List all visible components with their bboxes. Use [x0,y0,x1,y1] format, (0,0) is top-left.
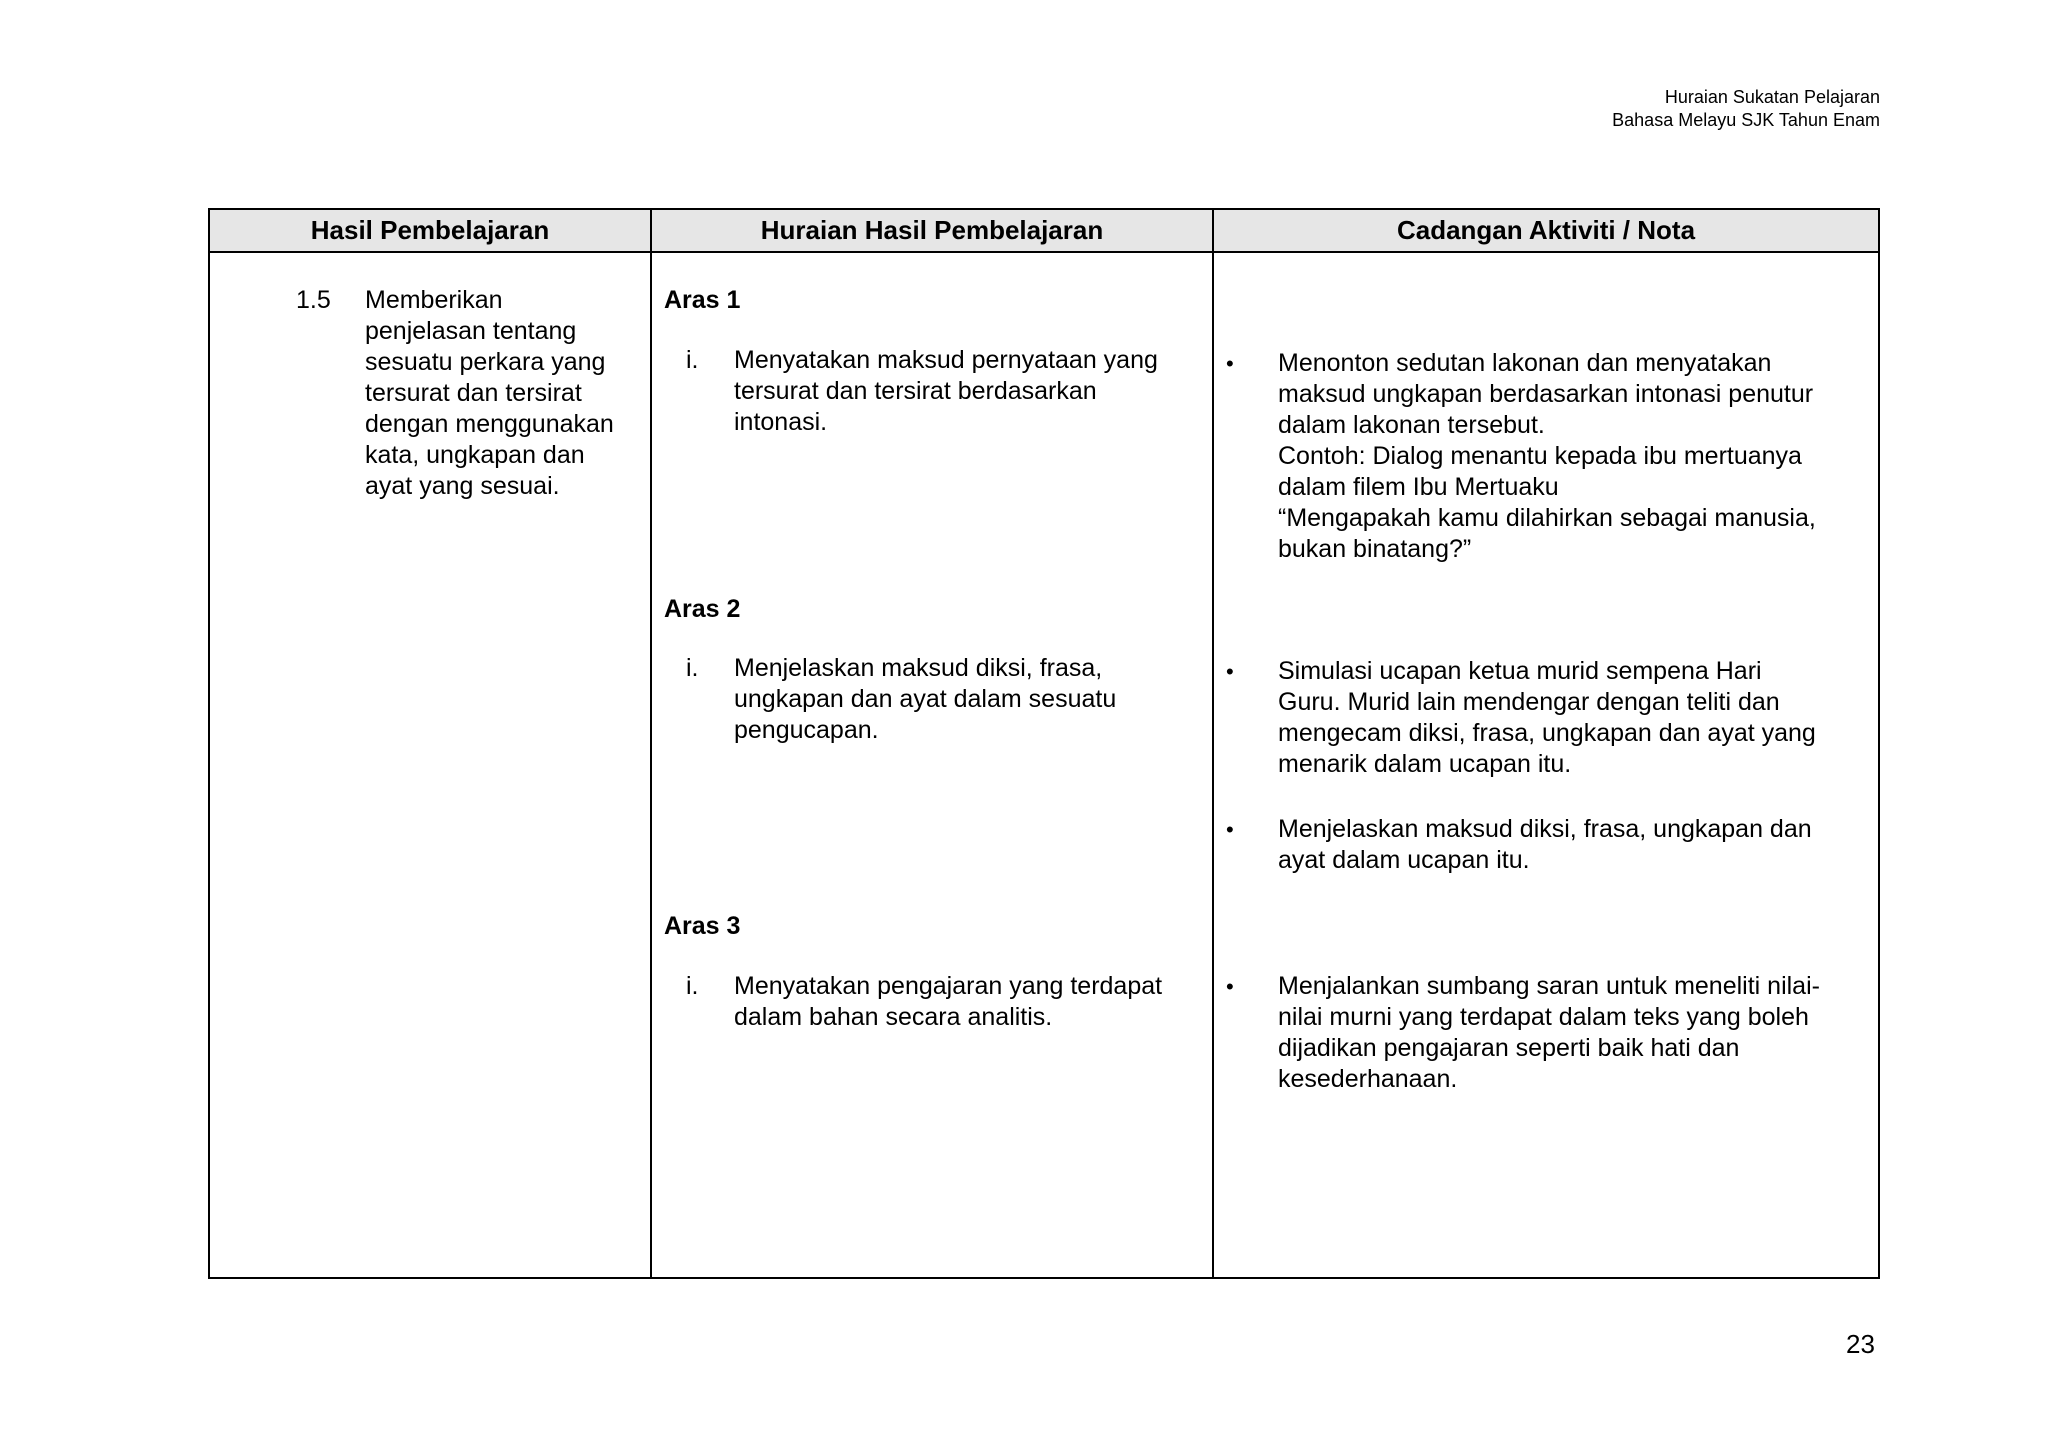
level-3-text-line: dalam bahan secara analitis. [734,1003,1053,1031]
level-3-title: Aras 3 [664,912,741,940]
activity-1-line: “Mengapakah kamu dilahirkan sebagai manusia, [1278,504,1816,532]
activity-2-line: Simulasi ucapan ketua murid sempena Hari [1278,657,1762,685]
activity-1-line: maksud ungkapan berdasarkan intonasi penutur [1278,380,1814,408]
level-2-text-line: ungkapan dan ayat dalam sesuatu [734,685,1117,713]
column-header-hasil: Hasil Pembelajaran [310,215,550,245]
activity-4-line: Menjalankan sumbang saran untuk meneliti nilai- [1278,972,1820,1000]
activity-2-line: menarik dalam ucapan itu. [1278,750,1572,778]
activity-1-line: Menonton sedutan lakonan dan menyatakan [1278,349,1772,377]
header-line-1: Huraian Sukatan Pelajaran [1664,87,1880,107]
outcome-text-line: penjelasan tentang [365,317,577,345]
syllabus-table [208,208,1880,1279]
activity-4-line: kesederhanaan. [1278,1065,1458,1093]
outcome-number: 1.5 [296,286,331,314]
bullet-point: • [1226,817,1234,842]
activity-1-line: dalam filem Ibu Mertuaku [1278,473,1559,501]
bullet-point: • [1226,659,1234,684]
outcome-text-line: kata, ungkapan dan [365,441,585,469]
activity-4-line: dijadikan pengajaran seperti baik hati dan [1278,1034,1740,1062]
activity-2-line: mengecam diksi, frasa, ungkapan dan ayat yang [1278,719,1816,747]
page-number: 23 [1846,1329,1875,1359]
outcome-text-line: ayat yang sesuai. [365,472,560,500]
activity-1-line: bukan binatang?” [1278,535,1472,563]
bullet-point: • [1226,974,1234,999]
level-1-text-line: Menyatakan maksud pernyataan yang [734,346,1158,374]
column-divider-2 [1212,210,1214,1277]
activity-2-line: Guru. Murid lain mendengar dengan teliti dan [1278,688,1780,716]
level-1-text-line: intonasi. [734,408,828,436]
level-3-marker: i. [686,972,699,1000]
header-line-2: Bahasa Melayu SJK Tahun Enam [1612,110,1880,130]
running-header [1612,86,1880,132]
outcome-text-line: Memberikan [365,286,503,314]
level-2-text-line: pengucapan. [734,716,879,744]
column-header-huraian: Huraian Hasil Pembelajaran [760,215,1104,245]
level-1-title: Aras 1 [664,286,741,314]
column-divider-1 [650,210,652,1277]
activity-1-line: Contoh: Dialog menantu kepada ibu mertuanya [1278,442,1802,470]
outcome-text-line: sesuatu perkara yang [365,348,606,376]
level-1-text-line: tersurat dan tersirat berdasarkan [734,377,1097,405]
level-2-title: Aras 2 [664,595,741,623]
outcome-text-line: tersurat dan tersirat [365,379,582,407]
level-1-marker: i. [686,346,699,374]
column-header-cadangan: Cadangan Aktiviti / Nota [1396,215,1696,245]
activity-3-line: Menjelaskan maksud diksi, frasa, ungkapan dan [1278,815,1812,843]
activity-1-line: dalam lakonan tersebut. [1278,411,1545,439]
level-2-marker: i. [686,654,699,682]
level-3-text-line: Menyatakan pengajaran yang terdapat [734,972,1163,1000]
activity-4-line: nilai murni yang terdapat dalam teks yang boleh [1278,1003,1809,1031]
activity-3-line: ayat dalam ucapan itu. [1278,846,1530,874]
table-header-row [210,210,1878,253]
bullet-point: • [1226,351,1234,376]
level-2-text-line: Menjelaskan maksud diksi, frasa, [734,654,1103,682]
outcome-text-line: dengan menggunakan [365,410,614,438]
